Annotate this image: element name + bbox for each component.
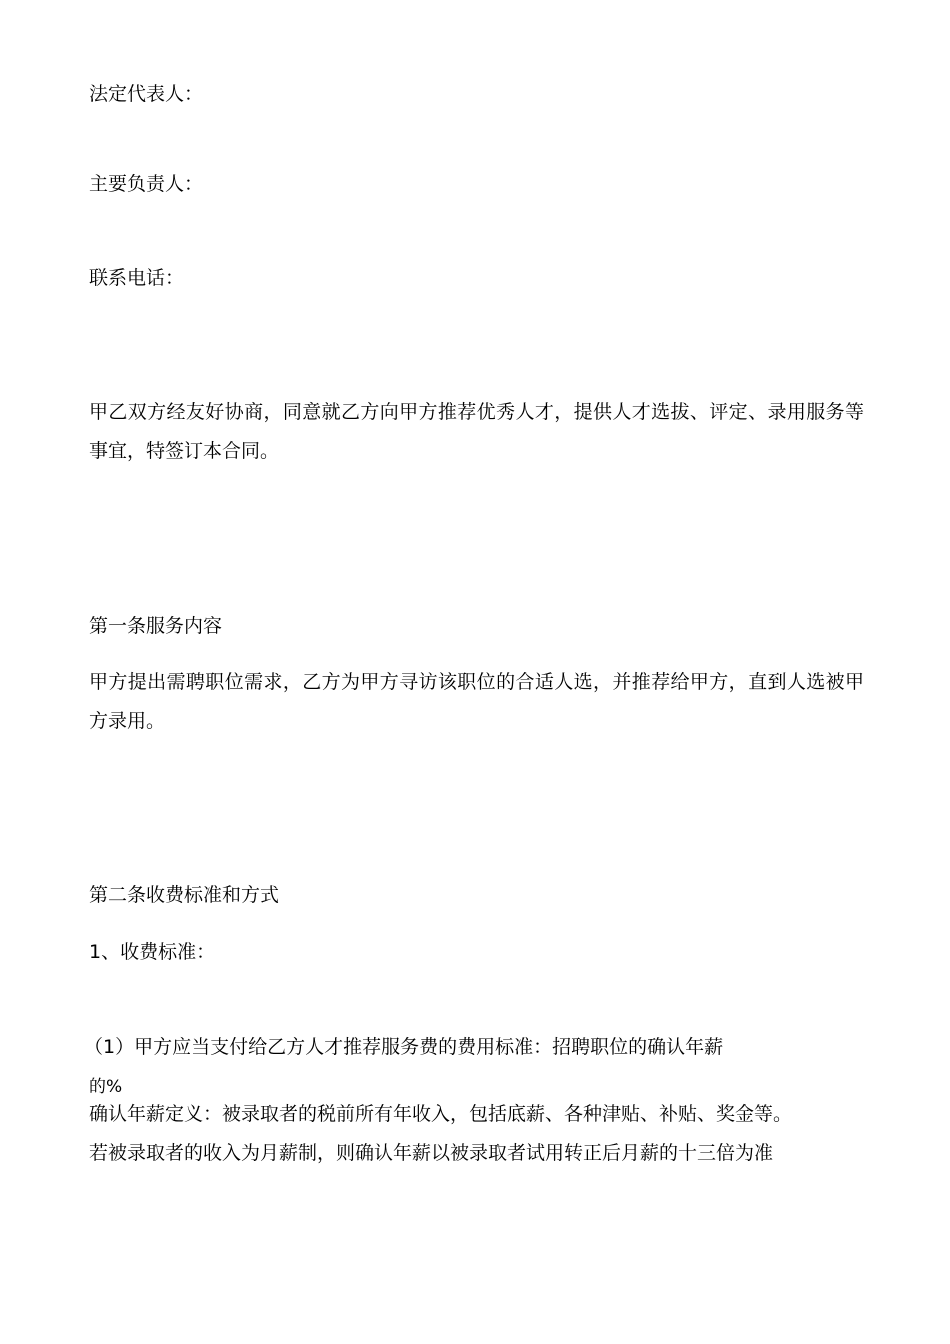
legal-representative-label: 法定代表人： — [89, 83, 204, 105]
fee-standard-heading: 1、收费标准： — [89, 941, 216, 963]
monthly-salary-rule: 若被录取者的收入为月薪制，则确认年薪以被录取者试用转正后月薪的十三倍为准 — [89, 1142, 774, 1164]
contact-phone-label: 联系电话： — [89, 267, 185, 289]
fee-standard-clause-line2: 的% — [89, 1077, 123, 1097]
fee-standard-clause-line1: （1）甲方应当支付给乙方人才推荐服务费的费用标准：招聘职位的确认年薪 — [84, 1036, 724, 1058]
article2-title: 第二条收费标准和方式 — [89, 884, 280, 906]
main-person-in-charge-label: 主要负责人： — [89, 173, 204, 195]
article1-body: 甲方提出需聘职位需求，乙方为甲方寻访该职位的合适人选，并推荐给甲方，直到人选被甲方录用。 — [89, 671, 864, 732]
annual-salary-definition: 确认年薪定义：被录取者的税前所有年收入，包括底薪、各种津贴、补贴、奖金等。 — [89, 1103, 793, 1125]
article1-title: 第一条服务内容 — [89, 615, 223, 637]
intro-paragraph: 甲乙双方经友好协商，同意就乙方向甲方推荐优秀人才，提供人才选拔、评定、录用服务等事宜，特签订本合同。 — [89, 401, 864, 462]
